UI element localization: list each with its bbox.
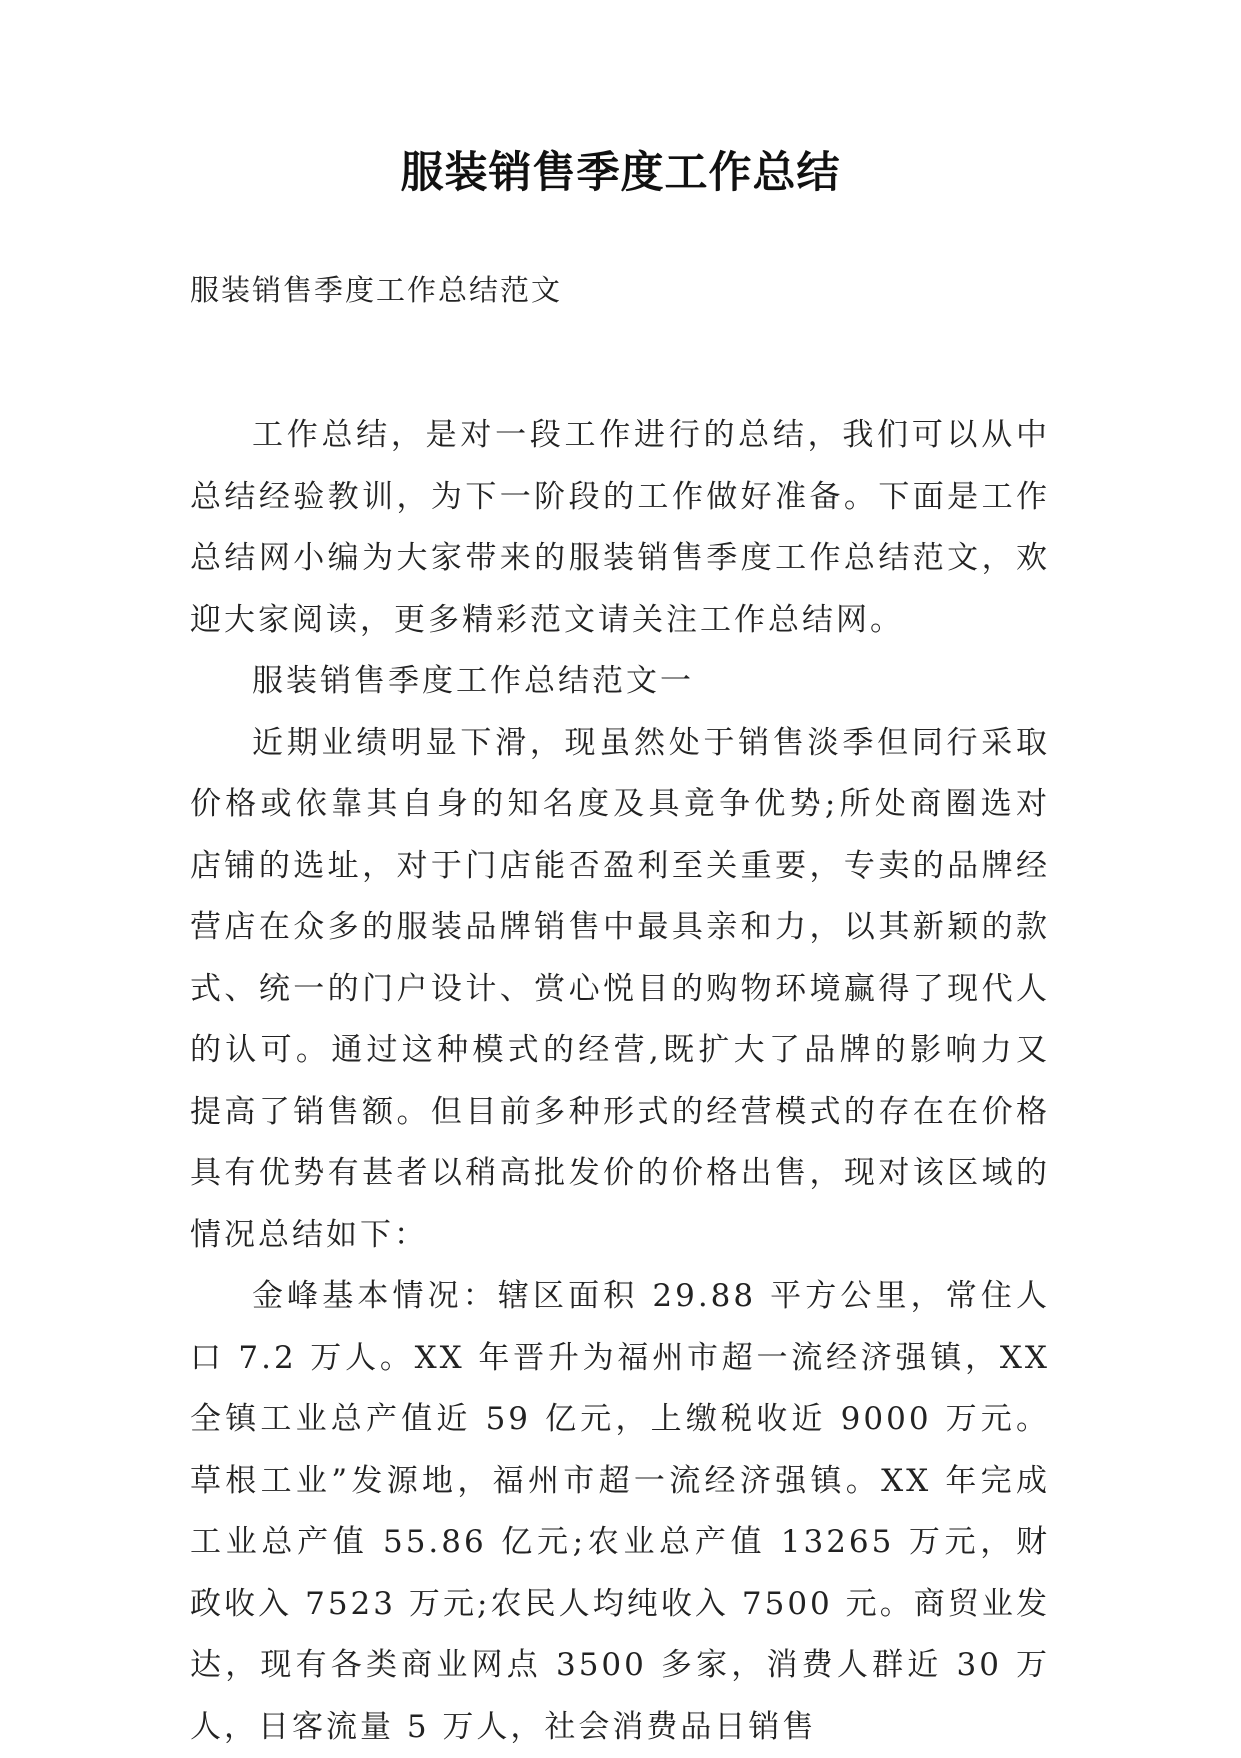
paragraph-intro: 工作总结，是对一段工作进行的总结，我们可以从中总结经验教训，为下一阶段的工作做好准备。下面是工作总结网小编为大家带来的服装销售季度工作总结范文，欢迎大家阅读，更多精彩范文请关注工作总结网。 [190, 417, 1050, 638]
document-subtitle: 服装销售季度工作总结范文 [190, 273, 563, 307]
paragraph-jinfeng-overview: 金峰基本情况：辖区面积 29.88 平方公里，常住人口 7.2 万人。XX 年晋升为福州市超一流经济强镇，XX 全镇工业总产值近 59 亿元，上缴税收近 9000 万元。草根工业”发源地，福州市超一流经济强镇。XX 年完成工业总产值 55.86 亿元;农业总产值 13265 万元，财政收入 7523 万元;农民人均纯收入 7500 元。商贸业发达，现有各类商业网点 3500 多家，消费人群近 30 万人，日客流量 5 万人，社会消费品日销售 [190, 1278, 1050, 1745]
paragraph-sales-decline: 近期业绩明显下滑，现虽然处于销售淡季但同行采取价格或依靠其自身的知名度及具竟争优势;所处商圈选对店铺的选址，对于门店能否盈利至关重要，专卖的品牌经营店在众多的服装品牌销售中最具亲和力，以其新颖的款式、统一的门户设计、赏心悦目的购物环境赢得了现代人的认可。通过这种模式的经营,既扩大了品牌的影响力又提高了销售额。但目前多种形式的经营模式的存在在价格具有优势有甚者以稍高批发价的价格出售，现对该区域的情况总结如下： [190, 724, 1050, 1253]
document-title: 服装销售季度工作总结 [400, 148, 841, 198]
document-body [190, 405, 1050, 1758]
paragraph-section-heading: 服装销售季度工作总结范文一 [252, 663, 694, 699]
